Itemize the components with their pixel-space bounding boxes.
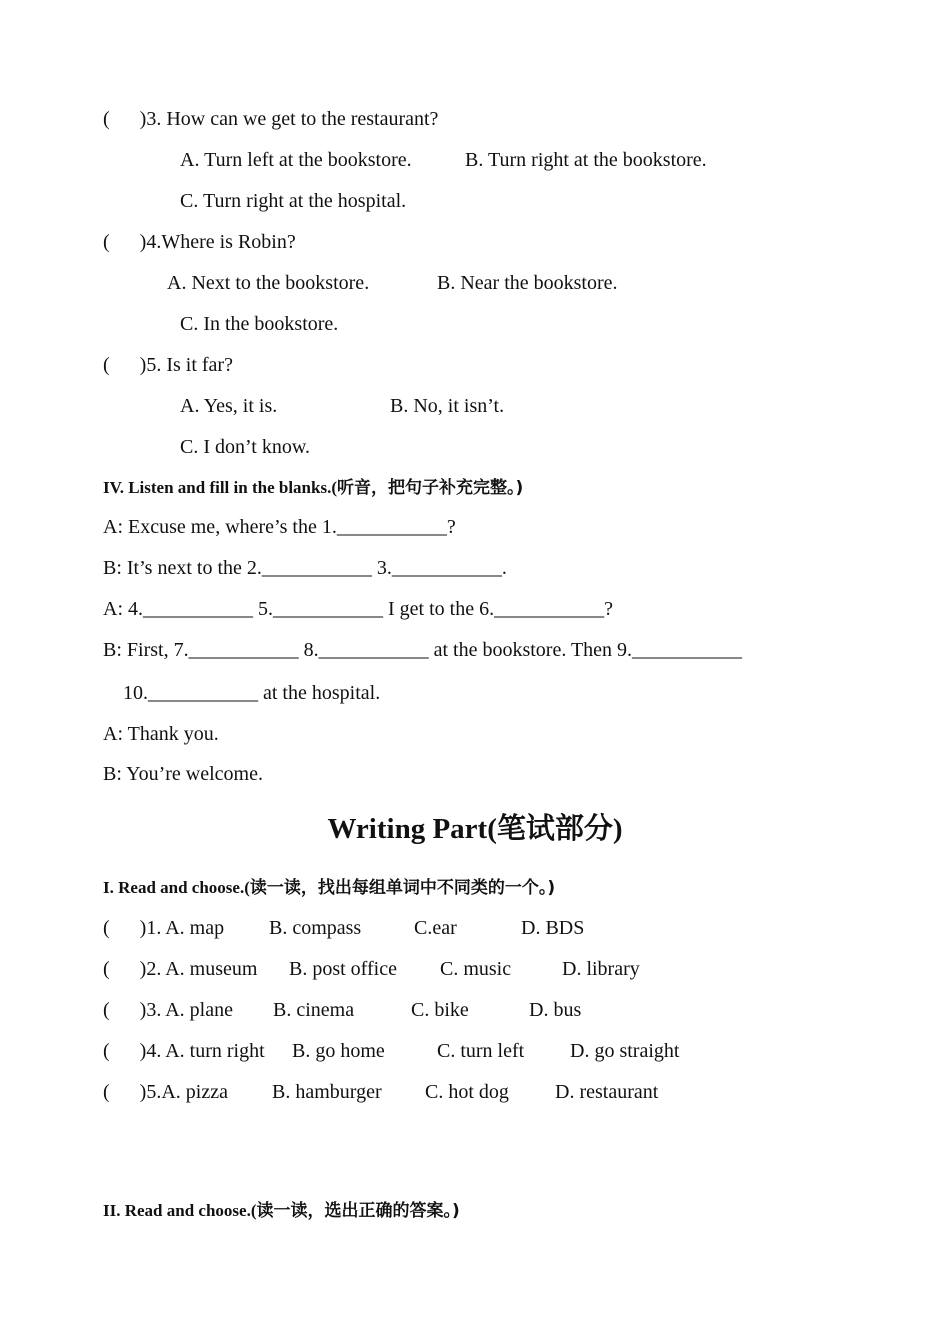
q5-option-a: A. Yes, it is. bbox=[180, 395, 278, 417]
w1-row-4-b: B. go home bbox=[292, 1040, 385, 1062]
question-5: ( )5. Is it far? bbox=[103, 354, 233, 376]
section-w2-heading bbox=[103, 1200, 460, 1222]
q3-option-b: B. Turn right at the bookstore. bbox=[465, 149, 707, 171]
q4-option-a: A. Next to the bookstore. bbox=[167, 272, 370, 294]
section-w2-heading-cn: 读一读，选出正确的答案。) bbox=[256, 1201, 460, 1221]
dialogue-line-4: B: First, 7.___________ 8.___________ at the bookstore. Then 9.___________ bbox=[103, 639, 743, 661]
w1-row-5-d: D. restaurant bbox=[555, 1081, 659, 1103]
w1-row-2-b: B. post office bbox=[289, 958, 397, 980]
w1-row-1-b: B. compass bbox=[269, 917, 362, 939]
w1-row-1-d: D. BDS bbox=[521, 917, 585, 939]
w1-row-5-b: B. hamburger bbox=[272, 1081, 382, 1103]
w1-row-3-b: B. cinema bbox=[273, 999, 355, 1021]
w1-row-1-num: ( )1. A. map bbox=[103, 917, 225, 939]
dialogue-line-7: B: You’re welcome. bbox=[103, 763, 263, 785]
section-w1-heading-cn: 读一读，找出每组单词中不同类的一个。) bbox=[249, 878, 556, 898]
q3-option-a: A. Turn left at the bookstore. bbox=[180, 149, 412, 171]
section-w2-heading-en: II. Read and choose.( bbox=[103, 1201, 257, 1220]
dialogue-line-6: A: Thank you. bbox=[103, 723, 219, 745]
dialogue-line-2: B: It’s next to the 2.___________ 3.___________. bbox=[103, 557, 507, 579]
q4-option-b: B. Near the bookstore. bbox=[437, 272, 618, 294]
question-4: ( )4.Where is Robin? bbox=[103, 231, 296, 253]
w1-row-2-num: ( )2. A. museum bbox=[103, 958, 258, 980]
dialogue-line-1: A: Excuse me, where’s the 1.___________? bbox=[103, 516, 456, 538]
section-w1-heading-en: I. Read and choose.( bbox=[103, 878, 250, 897]
w1-row-4-c: C. turn left bbox=[437, 1040, 525, 1062]
section-iv-heading bbox=[103, 477, 523, 499]
question-3: ( )3. How can we get to the restaurant? bbox=[103, 108, 439, 130]
dialogue-line-5: 10.___________ at the hospital. bbox=[123, 682, 381, 704]
q4-option-c: C. In the bookstore. bbox=[180, 313, 339, 335]
w1-row-3-num: ( )3. A. plane bbox=[103, 999, 233, 1021]
q5-option-b: B. No, it isn’t. bbox=[390, 395, 505, 417]
q3-option-c: C. Turn right at the hospital. bbox=[180, 190, 407, 212]
w1-row-5-c: C. hot dog bbox=[425, 1081, 509, 1103]
w1-row-5-num: ( )5.A. pizza bbox=[103, 1081, 228, 1103]
w1-row-3-d: D. bus bbox=[529, 999, 582, 1021]
w1-row-4-d: D. go straight bbox=[570, 1040, 680, 1062]
writing-title-end: ) bbox=[612, 813, 623, 845]
writing-title-cn: 笔试部分 bbox=[496, 811, 613, 845]
writing-title-en: Writing Part( bbox=[327, 813, 497, 845]
dialogue-line-3: A: 4.___________ 5.___________ I get to the 6.___________? bbox=[103, 598, 613, 620]
w1-row-1-c: C.ear bbox=[414, 917, 457, 939]
writing-part-title bbox=[0, 810, 950, 847]
w1-row-2-d: D. library bbox=[562, 958, 640, 980]
w1-row-4-num: ( )4. A. turn right bbox=[103, 1040, 265, 1062]
w1-row-2-c: C. music bbox=[440, 958, 512, 980]
section-iv-heading-en: IV. Listen and fill in the blanks.( bbox=[103, 478, 337, 497]
section-w1-heading bbox=[103, 877, 555, 899]
section-iv-heading-cn: 听音，把句子补充完整。) bbox=[336, 478, 524, 498]
w1-row-3-c: C. bike bbox=[411, 999, 469, 1021]
q5-option-c: C. I don’t know. bbox=[180, 436, 310, 458]
